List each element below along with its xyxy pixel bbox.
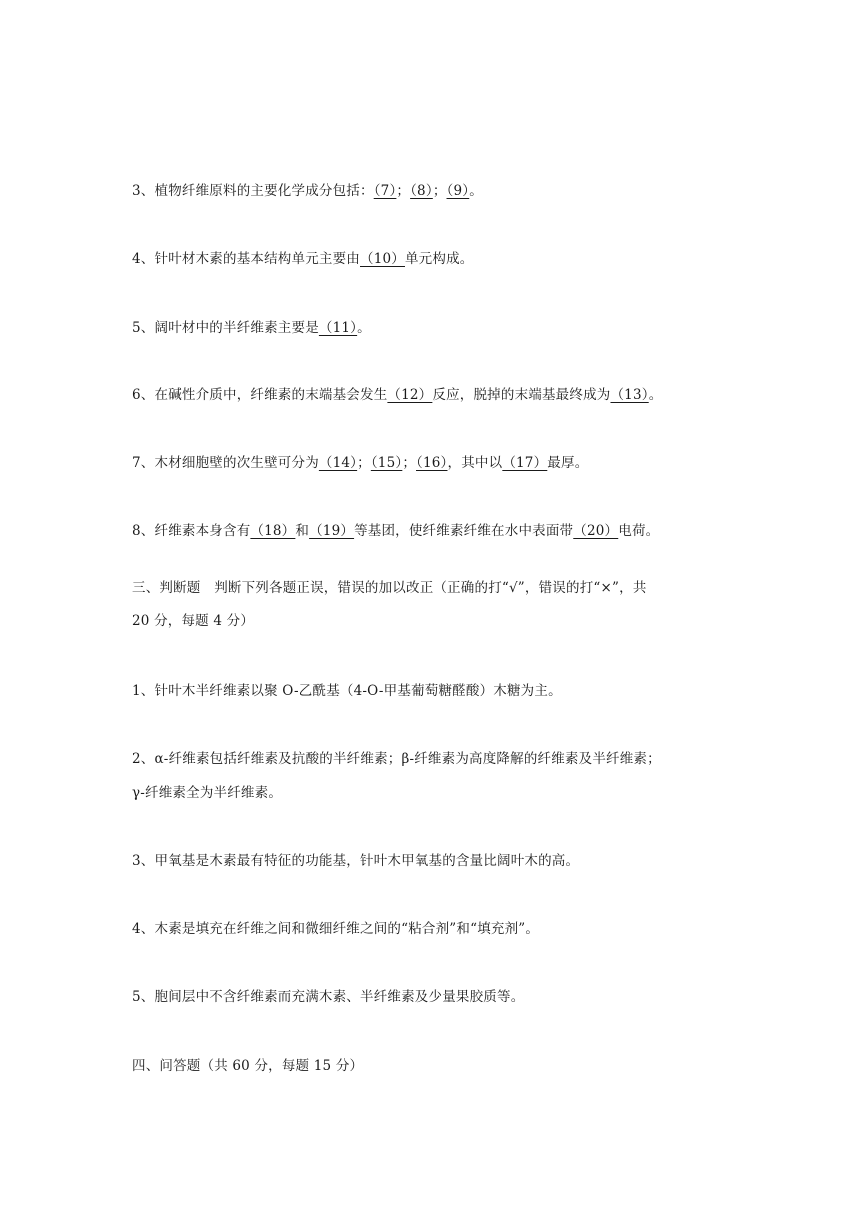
question-text: 最厚。	[547, 455, 589, 471]
judgment-question-4: 4、木素是填充在纤维之间和微细纤维之间的“粘合剂”和“填充剂”。	[132, 921, 540, 937]
question-text: 5、阔叶材中的半纤维素主要是	[132, 320, 319, 336]
fill-question-3	[132, 181, 483, 201]
fill-question-5	[132, 318, 371, 338]
section-3-heading: 三、判断题 判断下列各题正误，错误的加以改正（正确的打“√”，错误的打“×”，共	[132, 580, 647, 596]
answer-blank-16: （16）	[416, 455, 448, 471]
question-text: 3、植物纤维原料的主要化学成分包括：	[132, 183, 374, 199]
answer-blank-8: （8）	[410, 183, 433, 199]
question-text: ，其中以	[447, 455, 503, 471]
question-text: ；	[357, 455, 371, 471]
question-text: 8、纤维素本身含有	[132, 523, 251, 539]
answer-blank-13: （13）	[610, 387, 649, 403]
answer-blank-20: （20）	[573, 523, 619, 539]
question-text: 7、木材细胞壁的次生壁可分为	[132, 455, 319, 471]
question-text: 。	[648, 387, 663, 403]
answer-blank-9: （9）	[446, 183, 470, 199]
judgment-question-3: 3、甲氧基是木素最有特征的功能基，针叶木甲氧基的含量比阔叶木的高。	[132, 853, 580, 869]
question-text: 电荷。	[618, 523, 660, 539]
judgment-question-1: 1、针叶木半纤维素以聚 O-乙酰基（4-O-甲基葡萄糖醛酸）木糖为主。	[132, 683, 562, 699]
question-text: 反应，脱掉的末端基最终成为	[432, 387, 611, 403]
question-text: 单元构成。	[404, 251, 474, 267]
answer-blank-14: （14）	[318, 455, 358, 471]
section-3-heading-cont: 20 分，每题 4 分）	[132, 613, 255, 629]
question-text: ；	[432, 183, 447, 199]
question-text: ；	[396, 183, 411, 199]
question-text: 和	[295, 523, 310, 539]
answer-blank-11: （11）	[318, 320, 358, 336]
fill-question-8	[132, 521, 659, 541]
question-text: 。	[469, 183, 483, 199]
judgment-question-2: 2、α-纤维素包括纤维素及抗酸的半纤维素；β-纤维素为高度降解的纤维素及半纤维素；	[132, 751, 661, 767]
answer-blank-17: （17）	[502, 455, 548, 471]
question-text: ；	[402, 455, 417, 471]
judgment-question-2-cont: γ-纤维素全为半纤维素。	[132, 785, 283, 801]
question-text: 等基团，使纤维素纤维在水中表面带	[354, 523, 574, 539]
answer-blank-12: （12）	[387, 387, 433, 403]
answer-blank-18: （18）	[250, 523, 296, 539]
question-text: 。	[357, 320, 371, 336]
answer-blank-15: （15）	[370, 455, 403, 471]
fill-question-7	[132, 453, 588, 473]
fill-question-6	[132, 385, 662, 405]
fill-question-4	[132, 249, 473, 269]
judgment-question-5: 5、胞间层中不含纤维素而充满木素、半纤维素及少量果胶质等。	[132, 989, 525, 1005]
question-text: 4、针叶材木素的基本结构单元主要由	[132, 251, 360, 267]
answer-blank-19: （19）	[309, 523, 355, 539]
question-text: 6、在碱性介质中，纤维素的末端基会发生	[132, 387, 388, 403]
answer-blank-7: （7）	[373, 183, 397, 199]
answer-blank-10: （10）	[360, 251, 405, 267]
section-4-heading: 四、问答题（共 60 分，每题 15 分）	[132, 1058, 364, 1074]
